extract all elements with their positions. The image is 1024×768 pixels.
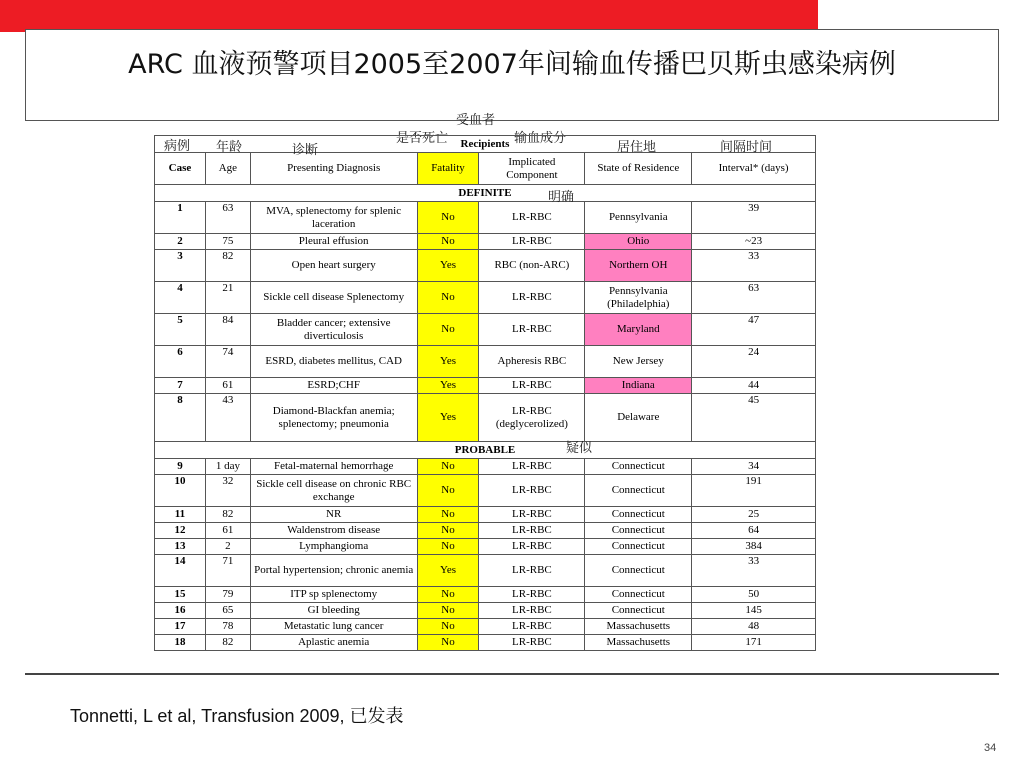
cell-fatality: No <box>417 202 479 234</box>
cell-age: 82 <box>205 635 250 651</box>
cell-case: 12 <box>155 523 206 539</box>
cell-component: LR-RBC <box>479 202 585 234</box>
cell-diagnosis: Sickle cell disease Splenectomy <box>250 282 417 314</box>
cell-component: RBC (non-ARC) <box>479 250 585 282</box>
citation: Tonnetti, L et al, Transfusion 2009, 已发表 <box>70 706 404 726</box>
cell-component: Apheresis RBC <box>479 346 585 378</box>
cell-fatality: Yes <box>417 378 479 394</box>
cell-diagnosis: Pleural effusion <box>250 234 417 250</box>
annotation-diagnosis: 诊断 <box>292 143 319 158</box>
cell-case: 2 <box>155 234 206 250</box>
annotation-case: 病例 <box>164 139 191 154</box>
probable-section <box>155 442 816 651</box>
cell-case: 14 <box>155 555 206 587</box>
column-header-row <box>155 153 816 185</box>
cell-residence: Connecticut <box>585 603 692 619</box>
cell-interval: 384 <box>692 539 816 555</box>
cell-fatality: No <box>417 587 479 603</box>
cell-component: LR-RBC <box>479 282 585 314</box>
cell-residence: Pennsylvania (Philadelphia) <box>585 282 692 314</box>
cell-case: 18 <box>155 635 206 651</box>
cell-case: 7 <box>155 378 206 394</box>
cell-fatality: Yes <box>417 250 479 282</box>
annotation-interval: 间隔时间 <box>720 140 773 155</box>
table-row <box>155 475 816 507</box>
cell-case: 9 <box>155 459 206 475</box>
cell-interval: 39 <box>692 202 816 234</box>
cell-age: 63 <box>205 202 250 234</box>
table-row <box>155 250 816 282</box>
cell-age: 71 <box>205 555 250 587</box>
cell-diagnosis: Aplastic anemia <box>250 635 417 651</box>
cell-component: LR-RBC <box>479 523 585 539</box>
cell-fatality: No <box>417 635 479 651</box>
cell-residence: Connecticut <box>585 539 692 555</box>
cell-diagnosis: Bladder cancer; extensive diverticulosis <box>250 314 417 346</box>
table-row <box>155 314 816 346</box>
probable-label: PROBABLE <box>155 442 816 459</box>
cell-diagnosis: ITP sp splenectomy <box>250 587 417 603</box>
annotation-component: 输血成分 <box>514 131 567 146</box>
cell-fatality: No <box>417 523 479 539</box>
annotation-recipient: 受血者 <box>456 113 496 128</box>
cell-component: LR-RBC <box>479 378 585 394</box>
cell-diagnosis: ESRD;CHF <box>250 378 417 394</box>
table-row <box>155 635 816 651</box>
cell-residence: Connecticut <box>585 587 692 603</box>
cell-residence: Northern OH <box>585 250 692 282</box>
cell-residence: Indiana <box>585 378 692 394</box>
cell-age: 74 <box>205 346 250 378</box>
cell-residence: Ohio <box>585 234 692 250</box>
table-row <box>155 378 816 394</box>
cell-residence: New Jersey <box>585 346 692 378</box>
definite-section <box>155 185 816 442</box>
cell-diagnosis: Portal hypertension; chronic anemia <box>250 555 417 587</box>
table-row <box>155 234 816 250</box>
cell-fatality: No <box>417 475 479 507</box>
cell-age: 21 <box>205 282 250 314</box>
cell-interval: 33 <box>692 250 816 282</box>
cell-component: LR-RBC <box>479 234 585 250</box>
cell-interval: 25 <box>692 507 816 523</box>
cell-age: 84 <box>205 314 250 346</box>
cell-component: LR-RBC <box>479 475 585 507</box>
cell-residence: Connecticut <box>585 555 692 587</box>
cell-age: 43 <box>205 394 250 442</box>
cell-interval: 47 <box>692 314 816 346</box>
page-number: 34 <box>984 742 997 754</box>
cases-table <box>154 135 816 651</box>
annotation-residence: 居住地 <box>617 140 657 155</box>
cell-age: 82 <box>205 507 250 523</box>
cell-residence: Pennsylvania <box>585 202 692 234</box>
cell-interval: 50 <box>692 587 816 603</box>
cell-diagnosis: Sickle cell disease on chronic RBC exchange <box>250 475 417 507</box>
cell-component: LR-RBC <box>479 507 585 523</box>
header-red-band <box>0 0 818 32</box>
annotation-definite: 明确 <box>548 190 575 205</box>
table-row <box>155 394 816 442</box>
table-row <box>155 523 816 539</box>
footer-divider <box>25 673 999 675</box>
cell-interval: 63 <box>692 282 816 314</box>
cell-diagnosis: Fetal-maternal hemorrhage <box>250 459 417 475</box>
table-row <box>155 555 816 587</box>
recipients-group-header: Recipients <box>155 136 816 153</box>
cell-fatality: No <box>417 619 479 635</box>
cell-diagnosis: Open heart surgery <box>250 250 417 282</box>
table-row <box>155 603 816 619</box>
cell-residence: Delaware <box>585 394 692 442</box>
cell-fatality: No <box>417 507 479 523</box>
cell-component: LR-RBC <box>479 459 585 475</box>
cell-diagnosis: Lymphangioma <box>250 539 417 555</box>
cell-interval: 45 <box>692 394 816 442</box>
cell-interval: 171 <box>692 635 816 651</box>
cell-case: 10 <box>155 475 206 507</box>
cell-case: 11 <box>155 507 206 523</box>
cell-case: 8 <box>155 394 206 442</box>
cell-case: 5 <box>155 314 206 346</box>
cell-fatality: No <box>417 603 479 619</box>
cell-age: 79 <box>205 587 250 603</box>
col-header-age: Age <box>205 153 250 185</box>
cell-interval: 64 <box>692 523 816 539</box>
table-row <box>155 539 816 555</box>
slide-title: ARC 血液预警项目2005至2007年间输血传播巴贝斯虫感染病例 <box>128 49 896 80</box>
cell-case: 13 <box>155 539 206 555</box>
cell-case: 15 <box>155 587 206 603</box>
cell-fatality: No <box>417 539 479 555</box>
cell-diagnosis: ESRD, diabetes mellitus, CAD <box>250 346 417 378</box>
cell-component: LR-RBC <box>479 619 585 635</box>
cell-component: LR-RBC <box>479 314 585 346</box>
col-header-fatality: Fatality <box>417 153 479 185</box>
cell-interval: 24 <box>692 346 816 378</box>
cell-case: 17 <box>155 619 206 635</box>
annotation-probable: 疑似 <box>566 441 593 456</box>
cell-fatality: No <box>417 314 479 346</box>
cell-interval: 191 <box>692 475 816 507</box>
cell-case: 1 <box>155 202 206 234</box>
table-row <box>155 587 816 603</box>
cell-diagnosis: Metastatic lung cancer <box>250 619 417 635</box>
cell-residence: Connecticut <box>585 523 692 539</box>
cell-fatality: No <box>417 282 479 314</box>
cell-residence: Maryland <box>585 314 692 346</box>
cell-age: 32 <box>205 475 250 507</box>
cell-component: LR-RBC <box>479 603 585 619</box>
cell-age: 2 <box>205 539 250 555</box>
col-header-diagnosis: Presenting Diagnosis <box>250 153 417 185</box>
cell-age: 82 <box>205 250 250 282</box>
cell-residence: Massachusetts <box>585 635 692 651</box>
cell-interval: 48 <box>692 619 816 635</box>
cell-interval: 33 <box>692 555 816 587</box>
table-row <box>155 459 816 475</box>
cell-case: 6 <box>155 346 206 378</box>
cell-component: LR-RBC <box>479 539 585 555</box>
probable-label-row <box>155 442 816 459</box>
table-row <box>155 346 816 378</box>
definite-label: DEFINITE <box>155 185 816 202</box>
cell-fatality: Yes <box>417 394 479 442</box>
cell-interval: ~23 <box>692 234 816 250</box>
col-header-residence: State of Residence <box>585 153 692 185</box>
cell-age: 61 <box>205 523 250 539</box>
table-row <box>155 507 816 523</box>
cell-component: LR-RBC <box>479 635 585 651</box>
table-row <box>155 282 816 314</box>
col-header-component: Implicated Component <box>479 153 585 185</box>
cell-diagnosis: Waldenstrom disease <box>250 523 417 539</box>
cell-age: 1 day <box>205 459 250 475</box>
cell-component: LR-RBC (deglycerolized) <box>479 394 585 442</box>
cell-age: 65 <box>205 603 250 619</box>
cell-component: LR-RBC <box>479 555 585 587</box>
cell-age: 78 <box>205 619 250 635</box>
cell-case: 3 <box>155 250 206 282</box>
cell-diagnosis: NR <box>250 507 417 523</box>
annotation-age: 年龄 <box>216 140 243 155</box>
table-row <box>155 619 816 635</box>
recipients-group-row <box>155 136 816 153</box>
cell-interval: 34 <box>692 459 816 475</box>
col-header-case: Case <box>155 153 206 185</box>
cell-diagnosis: Diamond-Blackfan anemia; splenectomy; pneumonia <box>250 394 417 442</box>
cell-fatality: No <box>417 459 479 475</box>
cell-residence: Connecticut <box>585 507 692 523</box>
cell-diagnosis: GI bleeding <box>250 603 417 619</box>
cell-fatality: Yes <box>417 555 479 587</box>
annotation-fatal: 是否死亡 <box>396 131 449 146</box>
cell-residence: Connecticut <box>585 475 692 507</box>
cell-age: 75 <box>205 234 250 250</box>
cell-fatality: No <box>417 234 479 250</box>
cell-residence: Connecticut <box>585 459 692 475</box>
cell-component: LR-RBC <box>479 587 585 603</box>
cell-interval: 44 <box>692 378 816 394</box>
table-row <box>155 202 816 234</box>
cell-case: 16 <box>155 603 206 619</box>
cell-diagnosis: MVA, splenectomy for splenic laceration <box>250 202 417 234</box>
cell-residence: Massachusetts <box>585 619 692 635</box>
cell-case: 4 <box>155 282 206 314</box>
cell-fatality: Yes <box>417 346 479 378</box>
col-header-interval: Interval* (days) <box>692 153 816 185</box>
title-box <box>25 29 999 121</box>
definite-label-row <box>155 185 816 202</box>
cell-interval: 145 <box>692 603 816 619</box>
cell-age: 61 <box>205 378 250 394</box>
